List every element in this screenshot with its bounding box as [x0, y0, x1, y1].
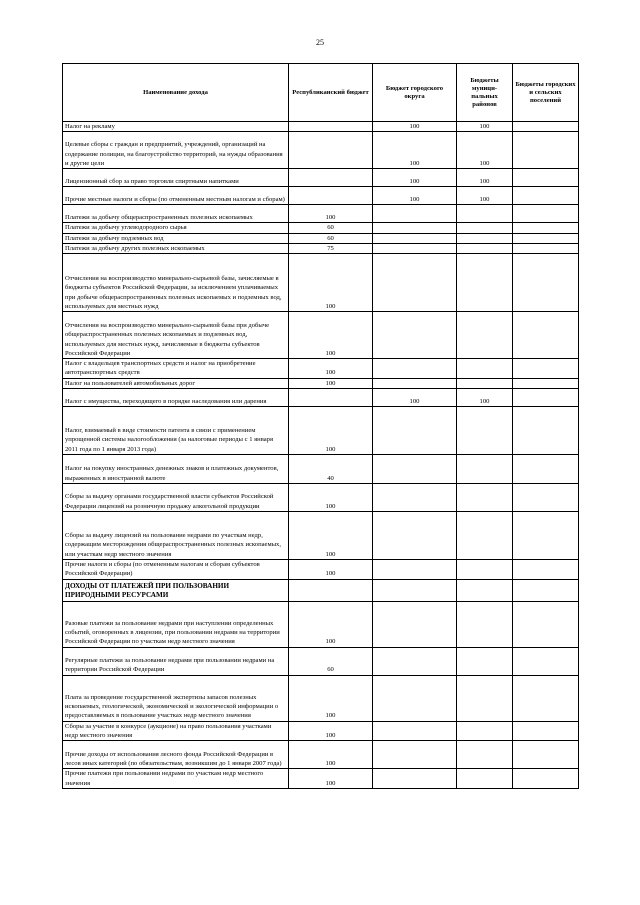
table-row — [63, 512, 579, 560]
income-name-cell: Налог на покупку иностранных денежных знаков и платежных документов, выраженных в иностранной валюте — [63, 455, 289, 484]
municipal-districts-budget-cell — [457, 721, 513, 741]
municipal-districts-budget-cell — [457, 243, 513, 253]
table-row — [63, 223, 579, 233]
income-name-cell: Регулярные платежи за пользование недрами при пользовании недрами на территории Российской Федерации — [63, 647, 289, 675]
settlements-budget-cell — [513, 223, 579, 233]
settlements-budget-cell — [513, 407, 579, 455]
income-name-cell: Платежи за добычу подземных вод — [63, 233, 289, 243]
republican-budget-cell — [289, 389, 373, 407]
settlements-budget-cell — [513, 132, 579, 169]
republican-budget-cell: 40 — [289, 455, 373, 484]
city-district-budget-cell — [373, 769, 457, 789]
table-row — [63, 243, 579, 253]
republican-budget-cell: 100 — [289, 675, 373, 721]
municipal-districts-budget-cell — [457, 769, 513, 789]
settlements-budget-cell — [513, 741, 579, 769]
republican-budget-cell: 100 — [289, 601, 373, 647]
city-district-budget-cell — [373, 721, 457, 741]
table-row — [63, 675, 579, 721]
city-district-budget-cell — [373, 647, 457, 675]
republican-budget-cell: 100 — [289, 407, 373, 455]
republican-budget-cell: 100 — [289, 741, 373, 769]
table-row — [63, 169, 579, 187]
municipal-districts-budget-cell: 100 — [457, 187, 513, 205]
city-district-budget-cell: 100 — [373, 132, 457, 169]
municipal-districts-budget-cell — [457, 455, 513, 484]
city-district-budget-cell — [373, 359, 457, 379]
settlements-budget-cell — [513, 205, 579, 223]
municipal-districts-budget-cell: 100 — [457, 122, 513, 132]
municipal-districts-budget-cell — [457, 233, 513, 243]
municipal-districts-budget-cell — [457, 359, 513, 379]
municipal-districts-budget-cell — [457, 223, 513, 233]
income-name-cell: Лицензионный сбор за право торговли спиртными напитками — [63, 169, 289, 187]
settlements-budget-cell — [513, 675, 579, 721]
table-row — [63, 389, 579, 407]
header-municipal-districts-budget: Бюджеты муници-пальных районов — [457, 64, 513, 122]
city-district-budget-cell — [373, 378, 457, 388]
table-row — [63, 205, 579, 223]
city-district-budget-cell: 100 — [373, 122, 457, 132]
municipal-districts-budget-cell — [457, 254, 513, 312]
republican-budget-cell: 100 — [289, 378, 373, 388]
income-name-cell: Платежи за добычу общераспространенных полезных ископаемых — [63, 205, 289, 223]
city-district-budget-cell — [373, 233, 457, 243]
income-name-cell: Отчисления на воспроизводство минерально-сырьевой базы, зачисляемые в бюджеты субъектов Российской Федерации, за исключением уплачиваемых при добыче общераспространенных полезных ископаемых и подземных вод, используемых для местных нужд — [63, 254, 289, 312]
municipal-districts-budget-cell — [457, 741, 513, 769]
settlements-budget-cell — [513, 389, 579, 407]
municipal-districts-budget-cell — [457, 601, 513, 647]
city-district-budget-cell — [373, 601, 457, 647]
settlements-budget-cell — [513, 579, 579, 601]
republican-budget-cell — [289, 132, 373, 169]
city-district-budget-cell: 100 — [373, 389, 457, 407]
republican-budget-cell — [289, 169, 373, 187]
municipal-districts-budget-cell — [457, 312, 513, 359]
table-row — [63, 378, 579, 388]
income-distribution-table — [62, 63, 579, 789]
republican-budget-cell — [289, 122, 373, 132]
republican-budget-cell — [289, 187, 373, 205]
city-district-budget-cell — [373, 312, 457, 359]
republican-budget-cell: 100 — [289, 254, 373, 312]
income-name-cell: Целевые сборы с граждан и предприятий, учреждений, организаций на содержание полиции, на благоустройство территорий, на нужды образования и другие цели — [63, 132, 289, 169]
municipal-districts-budget-cell — [457, 407, 513, 455]
city-district-budget-cell — [373, 560, 457, 580]
income-name-cell: Сборы за выдачу органами государственной власти субъектов Российской Федерации лицензий на розничную продажу алкогольной продукции — [63, 484, 289, 512]
income-name-cell: Отчисления на воспроизводство минерально-сырьевой базы при добыче общераспространенных полезных ископаемых и подземных вод, используемых для местных нужд, зачисляемые в бюджеты субъектов Российской Федерации — [63, 312, 289, 359]
table-row — [63, 647, 579, 675]
city-district-budget-cell — [373, 407, 457, 455]
table-row — [63, 721, 579, 741]
income-name-cell: Прочие доходы от использования лесного фонда Российской Федерации в лесов иных категорий (по обязательствам, возникшим до 1 января 2007 года) — [63, 741, 289, 769]
table-header-row — [63, 64, 579, 122]
income-name-cell: Налог на рекламу — [63, 122, 289, 132]
header-republican-budget: Республиканский бюджет — [289, 64, 373, 122]
table-row — [63, 769, 579, 789]
settlements-budget-cell — [513, 122, 579, 132]
republican-budget-cell: 100 — [289, 359, 373, 379]
republican-budget-cell: 100 — [289, 769, 373, 789]
settlements-budget-cell — [513, 601, 579, 647]
settlements-budget-cell — [513, 378, 579, 388]
income-name-cell: ДОХОДЫ ОТ ПЛАТЕЖЕЙ ПРИ ПОЛЬЗОВАНИИ ПРИРОДНЫМИ РЕСУРСАМИ — [63, 579, 289, 601]
municipal-districts-budget-cell — [457, 579, 513, 601]
municipal-districts-budget-cell — [457, 378, 513, 388]
table-row — [63, 122, 579, 132]
settlements-budget-cell — [513, 512, 579, 560]
table-row — [63, 233, 579, 243]
city-district-budget-cell — [373, 455, 457, 484]
republican-budget-cell: 60 — [289, 647, 373, 675]
income-name-cell: Прочие налоги и сборы (по отмененным налогам и сборам субъектов Российской Федерации) — [63, 560, 289, 580]
republican-budget-cell: 75 — [289, 243, 373, 253]
section-row — [63, 579, 579, 601]
settlements-budget-cell — [513, 187, 579, 205]
table-row — [63, 254, 579, 312]
table-row — [63, 741, 579, 769]
city-district-budget-cell — [373, 512, 457, 560]
city-district-budget-cell — [373, 579, 457, 601]
republican-budget-cell: 100 — [289, 721, 373, 741]
income-name-cell: Налог с имущества, переходящего в порядке наследования или дарения — [63, 389, 289, 407]
settlements-budget-cell — [513, 312, 579, 359]
table-row — [63, 560, 579, 580]
city-district-budget-cell — [373, 675, 457, 721]
income-name-cell: Платежи за добычу углеводородного сырья — [63, 223, 289, 233]
republican-budget-cell: 100 — [289, 312, 373, 359]
settlements-budget-cell — [513, 455, 579, 484]
city-district-budget-cell — [373, 484, 457, 512]
income-name-cell: Прочие местные налоги и сборы (по отмененным местным налогам и сборам) — [63, 187, 289, 205]
republican-budget-cell: 60 — [289, 233, 373, 243]
income-name-cell: Налог, взимаемый в виде стоимости патента в связи с применением упрощенной системы налогообложения (за налоговые периоды с 1 января 2011 года по 1 января 2013 года) — [63, 407, 289, 455]
republican-budget-cell: 100 — [289, 484, 373, 512]
income-name-cell: Платежи за добычу других полезных ископаемых — [63, 243, 289, 253]
municipal-districts-budget-cell — [457, 512, 513, 560]
settlements-budget-cell — [513, 769, 579, 789]
city-district-budget-cell — [373, 741, 457, 769]
settlements-budget-cell — [513, 484, 579, 512]
income-name-cell: Разовые платежи за пользование недрами при наступлении определенных событий, оговоренных в лицензии, при пользовании недрами на территории Российской Федерации по участкам недр местного значения — [63, 601, 289, 647]
header-settlements-budget: Бюджеты городских и сельских поселений — [513, 64, 579, 122]
table-row — [63, 484, 579, 512]
table-row — [63, 455, 579, 484]
city-district-budget-cell: 100 — [373, 187, 457, 205]
table-row — [63, 359, 579, 379]
republican-budget-cell: 100 — [289, 205, 373, 223]
income-name-cell: Налог на пользователей автомобильных дорог — [63, 378, 289, 388]
income-name-cell: Налог с владельцев транспортных средств и налог на приобретение автотранспортных средств — [63, 359, 289, 379]
table-row — [63, 187, 579, 205]
city-district-budget-cell — [373, 205, 457, 223]
city-district-budget-cell — [373, 254, 457, 312]
settlements-budget-cell — [513, 233, 579, 243]
municipal-districts-budget-cell — [457, 205, 513, 223]
income-name-cell: Сборы за участие в конкурсе (аукционе) на право пользования участками недр местного значения — [63, 721, 289, 741]
income-name-cell: Плата за проведение государственной экспертизы запасов полезных ископаемых, геологической, экономической и экологической информации о предоставляемых в пользование участках недр местного значения — [63, 675, 289, 721]
municipal-districts-budget-cell — [457, 560, 513, 580]
republican-budget-cell: 60 — [289, 223, 373, 233]
settlements-budget-cell — [513, 243, 579, 253]
city-district-budget-cell — [373, 223, 457, 233]
settlements-budget-cell — [513, 560, 579, 580]
municipal-districts-budget-cell: 100 — [457, 389, 513, 407]
municipal-districts-budget-cell — [457, 484, 513, 512]
page-number: 25 — [316, 38, 324, 47]
table-row — [63, 132, 579, 169]
header-city-district-budget: Бюджет городского округа — [373, 64, 457, 122]
city-district-budget-cell: 100 — [373, 169, 457, 187]
republican-budget-cell — [289, 579, 373, 601]
table-row — [63, 312, 579, 359]
republican-budget-cell: 100 — [289, 560, 373, 580]
settlements-budget-cell — [513, 254, 579, 312]
settlements-budget-cell — [513, 647, 579, 675]
municipal-districts-budget-cell: 100 — [457, 169, 513, 187]
municipal-districts-budget-cell — [457, 675, 513, 721]
table-row — [63, 601, 579, 647]
settlements-budget-cell — [513, 359, 579, 379]
income-name-cell: Прочие платежи при пользовании недрами по участкам недр местного значения — [63, 769, 289, 789]
settlements-budget-cell — [513, 169, 579, 187]
settlements-budget-cell — [513, 721, 579, 741]
municipal-districts-budget-cell — [457, 647, 513, 675]
table-row — [63, 407, 579, 455]
republican-budget-cell: 100 — [289, 512, 373, 560]
header-income-name: Наименование дохода — [63, 64, 289, 122]
city-district-budget-cell — [373, 243, 457, 253]
municipal-districts-budget-cell: 100 — [457, 132, 513, 169]
income-name-cell: Сборы за выдачу лицензий на пользование недрами по участкам недр, содержащим месторождения общераспространенных полезных ископаемых, или участкам недр местного значения — [63, 512, 289, 560]
